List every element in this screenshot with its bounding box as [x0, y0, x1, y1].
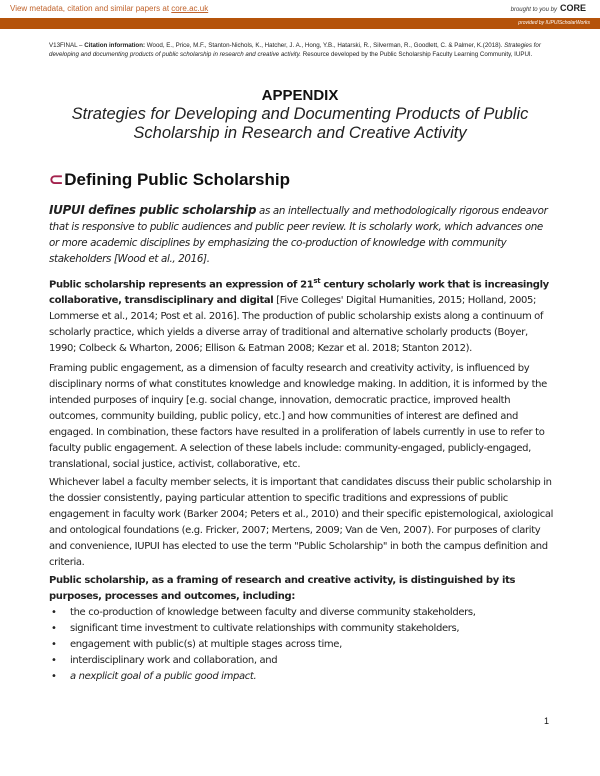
definition-text: as an intellectually and methodologically rigorous endeavor that is responsive to public audiences and public peer review. It is scholarly work, which advances one or more academic disciplines by emphasizing the co-production of knowledge with community stakeholders [Wood et al., 2016]. — [49, 205, 548, 265]
superscript: st — [313, 277, 321, 285]
core-link[interactable]: core.ac.uk — [171, 4, 209, 13]
list-item: • significant time investment to cultivate relationships with community stakeholders, — [49, 621, 554, 637]
citation-block: V13FINAL – Citation information: Wood, E., Price, M.F., Stanton-Nichols, K., Hatcher, J. A., Hong, Y.B., Hatarski, R., Silverman, R., Goodlett, C. & Palmer, K.(2018). Strategies for developing and documenting products of public scholarship in research and creative activity. Resource developed by the Public Scholarship Faculty Learning Community, IUPUI. — [49, 42, 541, 58]
brought-to-you-by[interactable] — [511, 3, 586, 13]
expression-text: [Five Colleges' Digital Humanities, 2015; Holland, 2005; Lommerse et al., 2014; Post et al. 2016]. The production of public scholarship exists along a continuum of scholarly practice, which yields a diverse array of traditional and alternative scholarly products (Boyer, 1990; Colbeck & Wharton, 2006; Ellison & Eatman 2008; Kezar et al. 2018; Stanton 2012). — [49, 295, 544, 355]
appendix-heading: APPENDIX — [261, 87, 339, 104]
label-paragraph: Whichever label a faculty member selects, it is important that candidates discuss their public scholarship in the dossier consistently, paying particular attention to specific traditions and expressions of public engagement in faculty work (Barker 2004; Peters et al., 2010) and their specific epistemological, axiological and ontological foundations (e.g. Fricker, 2007; Mertens, 2009; Van de Ven, 2007). For purposes of clarity and convenience, IUPUI has elected to use the term "Public Scholarship" in both the campus definition and criteria. — [49, 477, 554, 568]
brought-by-label: brought to you by — [510, 7, 557, 13]
expression-lead-a: Public scholarship represents an expression of 21 — [49, 279, 314, 291]
core-logo: CORE — [559, 3, 586, 13]
provider-bar — [0, 18, 600, 29]
expression-lead-b: century scholarly work that is increasingly collaborative, transdisciplinary and digital — [49, 279, 549, 307]
page-number: 1 — [544, 716, 550, 726]
core-banner — [0, 0, 600, 18]
distinguished-paragraph — [49, 573, 554, 685]
metadata-link-text — [10, 4, 208, 13]
section-bracket-icon: ⊂ — [49, 170, 64, 189]
list-item: • the co-production of knowledge between faculty and diverse community stakeholders, — [49, 605, 554, 621]
distinguished-lead: Public scholarship, as a framing of research and creative activity, is distinguished by its purposes, processes and outcomes, including: — [49, 575, 516, 602]
document-subtitle: Strategies for Developing and Documenting Products of Public Scholarship in Research and Creative Activity — [71, 105, 529, 142]
definition-paragraph — [49, 202, 554, 267]
link-prefix: View metadata, citation and similar papers at — [10, 4, 172, 13]
list-item: • engagement with public(s) at multiple stages across time, — [49, 637, 554, 653]
section-heading — [49, 170, 290, 190]
list-item: • a nexplicit goal of a public good impact. — [49, 669, 554, 685]
section-heading-text: Defining Public Scholarship — [64, 170, 290, 189]
provided-by[interactable]: provided by IUPUIScholarWorks — [518, 20, 590, 26]
citation-title: Strategies for developing and documenting products of public scholarship in research and creative activity. — [49, 42, 541, 58]
list-item: • interdisciplinary work and collaboration, and — [49, 653, 554, 669]
purposes-list — [49, 605, 554, 685]
framing-paragraph: Framing public engagement, as a dimension of faculty research and creativity activity, is influenced by disciplinary norms of what constitutes knowledge and knowledge making. In addition, it is informed by the intended purposes of inquiry [e.g. social change, innovation, democratic practice, improved health outcomes, community building, public policy, etc.] and how communities of interest are defined and engaged. In combination, these factors have resulted in a proliferation of labels currently in use to refer to faculty public engagement. A selection of these labels include: community-engaged, publicly-engaged, translational, social justice, activist, collaborative, etc. — [49, 363, 547, 470]
definition-lead: IUPUI defines public scholarship — [49, 203, 257, 217]
expression-paragraph — [49, 273, 554, 357]
citation-authors: Wood, E., Price, M.F., Stanton-Nichols, K., Hatcher, J. A., Hong, Y.B., Hatarski, R., Silverman, R., Goodlett, C. & Palmer, K.(2018). — [146, 42, 503, 49]
version-label: V13FINAL — [49, 42, 78, 49]
citation-label: Citation information: — [84, 42, 146, 49]
citation-source: Resource developed by the Public Scholarship Faculty Learning Community, IUPUI. — [302, 51, 533, 58]
